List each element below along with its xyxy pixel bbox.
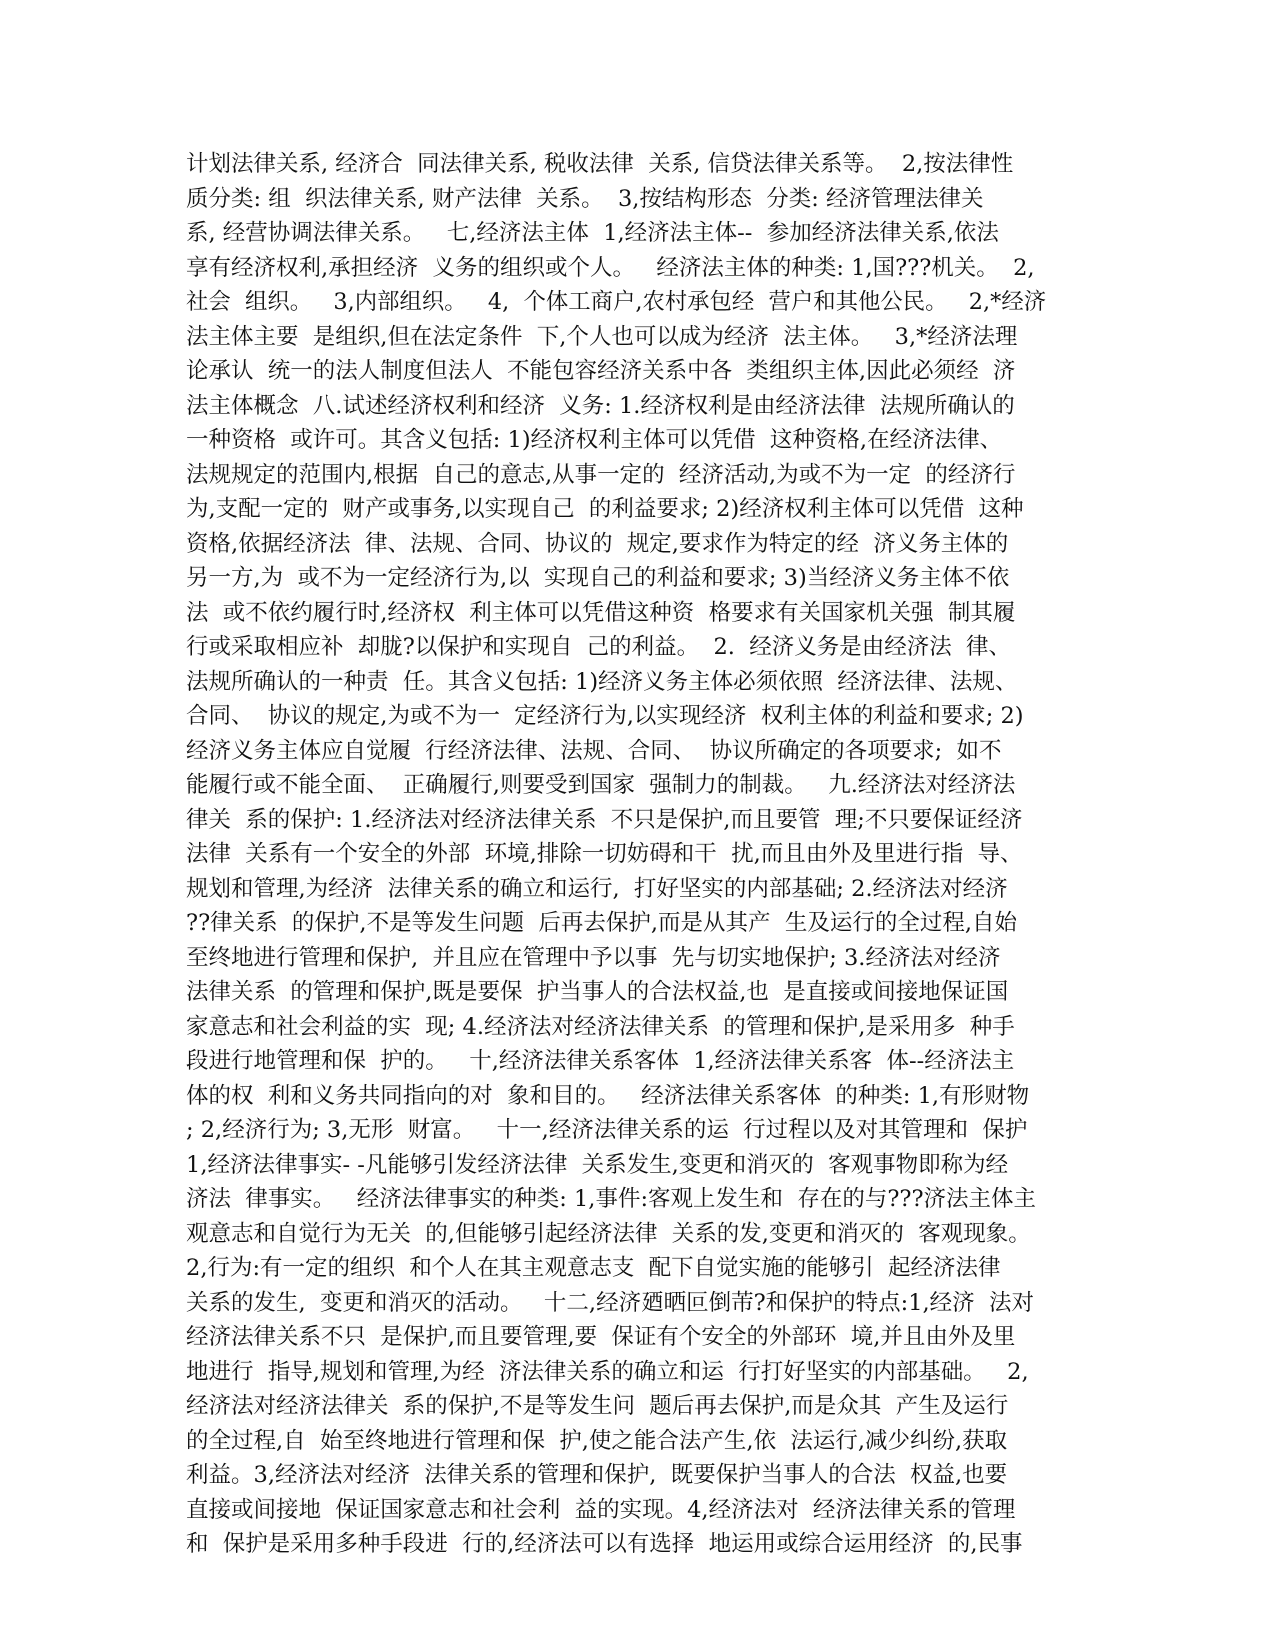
text-line: 1,经济法律事实- -凡能够引发经济法律 关系发生,变更和消灭的 客观事物即称为经 xyxy=(186,1151,1009,1178)
text-line: 法规规定的范围内,根据 自己的意志,从事一定的 经济活动,为或不为一定 的经济行 xyxy=(186,461,1016,488)
text-line: 经济法对经济法律关 系的保护,不是等发生问 题后再去保护,而是众其 产生及运行 xyxy=(186,1393,1009,1419)
text-line: 能履行或不能全面、 正确履行,则要受到国家 强制力的制裁。 九.经济法对经济法 xyxy=(186,772,1016,798)
text-line: 关系的发生, 变更和消灭的活动。 十二,经济廼晒叵倒芾?和保护的特点:1,经济 法对 xyxy=(186,1289,1034,1316)
text-line: 计划法律关系, 经济合 同法律关系, 税收法律 关系, 信贷法律关系等。 2,按法律性 xyxy=(186,151,1014,177)
text-line: 法 或不依约履行时,经济权 利主体可以凭借这种资 格要求有关国家机关强 制其履 xyxy=(186,599,1016,626)
body-text xyxy=(186,147,1086,1562)
text-line: 2,行为:有一定的组织 和个人在其主观意志支 配下自觉实施的能够引 起经济法律 xyxy=(186,1255,1001,1281)
text-line: 经济义务主体应自觉履 行经济法律、法规、合同、 协议所确定的各项要求; 如不 xyxy=(186,737,1002,764)
text-line: 法律 关系有一个安全的外部 环境,排除一切妨碍和干 扰,而且由外及里进行指 导、 xyxy=(186,841,1023,867)
text-line: 的全过程,自 始至终地进行管理和保 护,使之能合法产生,依 法运行,减少纠纷,获取 xyxy=(186,1427,1008,1454)
text-line: 家意志和社会利益的实 现; 4.经济法对经济法律关系 的管理和保护,是采用多 种手 xyxy=(186,1013,1015,1040)
text-line: 利益。3,经济法对经济 法律关系的管理和保护, 既要保护当事人的合法 权益,也要 xyxy=(186,1462,1008,1488)
text-line: 观意志和自觉行为无关 的,但能够引起经济法律 关系的发,变更和消灭的 客观现象。 xyxy=(186,1220,1031,1247)
text-line: 法规所确认的一种责 任。其含义包括: 1)经济义务主体必须依照 经济法律、法规、 xyxy=(186,668,1018,695)
text-line: 合同、 协议的规定,为或不为一 定经济行为,以实现经济 权利主体的利益和要求; 2) xyxy=(186,703,1024,729)
text-line: 另一方,为 或不为一定经济行为,以 实现自己的利益和要求; 3)当经济义务主体不依 xyxy=(186,565,1010,591)
text-line: 系, 经营协调法律关系。 七,经济法主体 1,经济法主体-- 参加经济法律关系,依法 xyxy=(186,220,999,246)
text-line: 地进行 指导,规划和管理,为经 济法律关系的确立和运 行打好坚实的内部基础。 2, xyxy=(186,1358,1029,1385)
text-line: 直接或间接地 保证国家意志和社会利 益的实现。4,经济法对 经济法律关系的管理 xyxy=(186,1496,1016,1523)
text-line: 论承认 统一的法人制度但法人 不能包容经济关系中各 类组织主体,因此必须经 济 xyxy=(186,358,1016,384)
text-line: 经济法律关系不只 是保护,而且要管理,要 保证有个安全的外部环 境,并且由外及里 xyxy=(186,1324,1016,1350)
text-line: 规划和管理,为经济 法律关系的确立和运行, 打好坚实的内部基础; 2.经济法对经济 xyxy=(186,875,1008,902)
text-line: 和 保护是采用多种手段进 行的,经济法可以有选择 地运用或综合运用经济 的,民事 xyxy=(186,1531,1023,1557)
text-line: 体的权 利和义务共同指向的对 象和目的。 经济法律关系客体 的种类: 1,有形财物 xyxy=(186,1082,1030,1109)
text-line: 质分类: 组 织法律关系, 财产法律 关系。 3,按结构形态 分类: 经济管理法律关 xyxy=(186,185,984,212)
text-line: 律关 系的保护: 1.经济法对经济法律关系 不只是保护,而且要管 理;不只要保证经济 xyxy=(186,806,1023,833)
text-line: 段进行地管理和保 护的。 十,经济法律关系客体 1,经济法律关系客 体--经济法主 xyxy=(186,1048,1015,1074)
text-line: 济法 律事实。 经济法律事实的种类: 1,事件:客观上发生和 存在的与???济法主体主 xyxy=(186,1186,1037,1212)
text-line: 一种资格 或许可。其含义包括: 1)经济权利主体可以凭借 这种资格,在经济法律、 xyxy=(186,427,1003,453)
text-line: 法主体主要 是组织,但在法定条件 下,个人也可以成为经济 法主体。 3,*经济法理 xyxy=(186,323,1018,350)
text-line: 至终地进行管理和保护, 并且应在管理中予以事 先与切实地保护; 3.经济法对经济 xyxy=(186,944,1001,971)
text-line: ??律关系 的保护,不是等发生问题 后再去保护,而是从其产 生及运行的全过程,自始 xyxy=(186,910,1017,936)
text-line: 为,支配一定的 财产或事务,以实现自己 的利益要求; 2)经济权利主体可以凭借 这种 xyxy=(186,496,1024,522)
text-line: 法主体概念 八.试述经济权利和经济 义务: 1.经济权利是由经济法律 法规所确认的 xyxy=(186,392,1015,419)
text-line: ; 2,经济行为; 3,无形 财富。 十一,经济法律关系的运 行过程以及对其管理和 保护 xyxy=(186,1117,1028,1143)
text-line: 享有经济权利,承担经济 义务的组织或个人。 经济法主体的种类: 1,国???机关。 2, xyxy=(186,254,1035,281)
text-line: 社会 组织。 3,内部组织。 4, 个体工商户,农村承包经 营户和其他公民。 2,*经济 xyxy=(186,289,1047,315)
text-line: 行或采取相应补 却胧?以保护和实现自 己的利益。 2. 经济义务是由经济法 律、 xyxy=(186,634,1012,660)
text-line: 资格,依据经济法 律、法规、合同、协议的 规定,要求作为特定的经 济义务主体的 xyxy=(186,530,1009,557)
text-line: 法律关系 的管理和保护,既是要保 护当事人的合法权益,也 是直接或间接地保证国 xyxy=(186,979,1009,1005)
